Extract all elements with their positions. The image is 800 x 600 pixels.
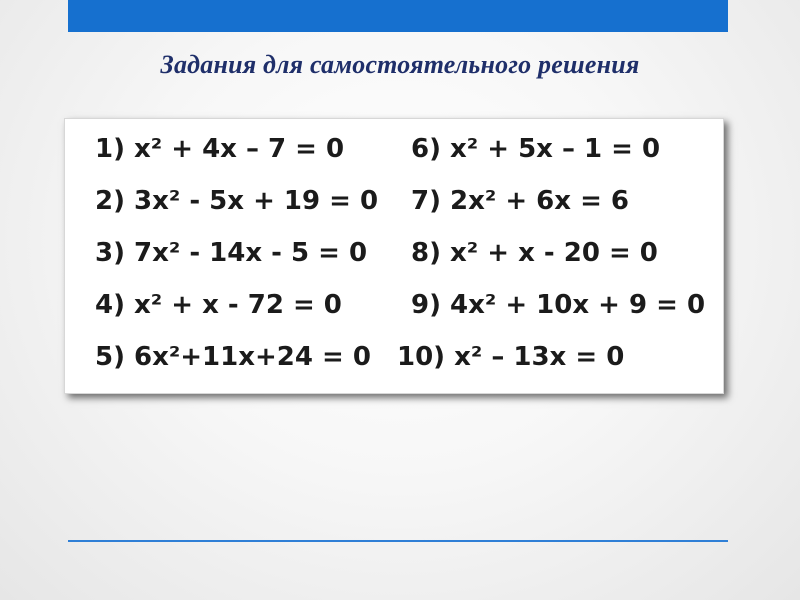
bottom-divider (68, 540, 728, 542)
task-3: 3) 7x² - 14x - 5 = 0 (95, 238, 368, 268)
task-2: 2) 3x² - 5x + 19 = 0 (95, 186, 379, 216)
task-5: 5) 6x²+11x+24 = 0 (95, 342, 371, 372)
task-8: 8) x² + x - 20 = 0 (411, 238, 658, 268)
task-card (64, 118, 724, 394)
slide-title: Задания для самостоятельного решения (160, 50, 640, 79)
task-6: 6) x² + 5x – 1 = 0 (411, 134, 661, 164)
task-4: 4) x² + x - 72 = 0 (95, 290, 342, 320)
task-9: 9) 4x² + 10x + 9 = 0 (411, 290, 706, 320)
task-10: 10) x² – 13x = 0 (397, 342, 625, 372)
task-1: 1) x² + 4x – 7 = 0 (95, 134, 345, 164)
task-7: 7) 2x² + 6x = 6 (411, 186, 630, 216)
top-accent-bar (68, 0, 728, 32)
